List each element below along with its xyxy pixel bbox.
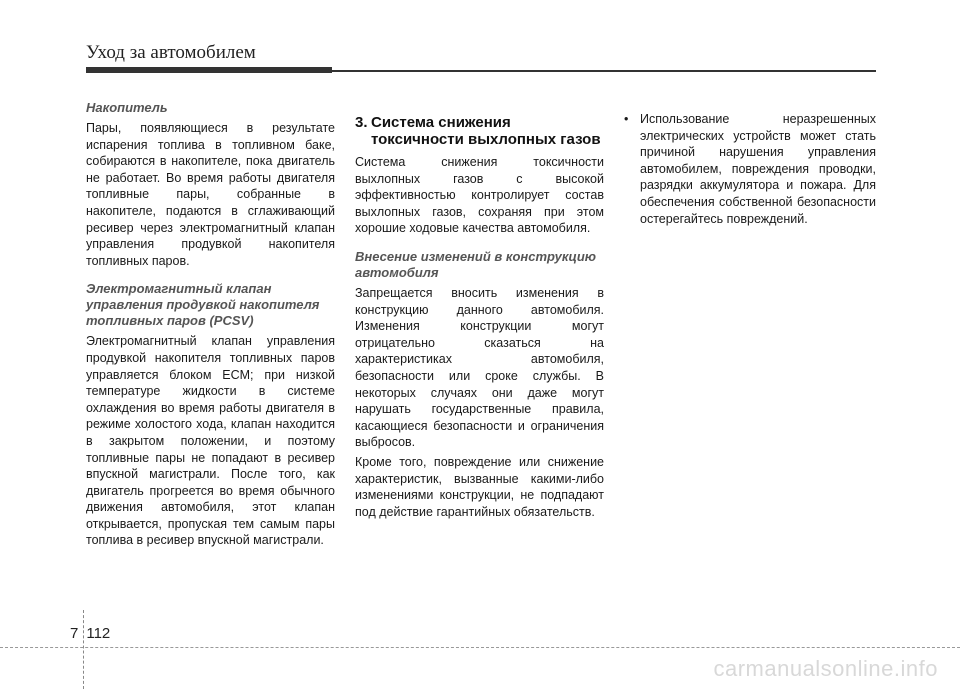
header-rule-thin	[332, 70, 876, 72]
page-header-title: Уход за автомобилем	[86, 42, 256, 63]
watermark: carmanualsonline.info	[713, 656, 938, 681]
footer-vertical-rule	[83, 610, 84, 689]
paragraph-warranty: Кроме того, повреждение или снижение характеристик, вызванные какими-либо изменениями конструкции, не подпадают под действие гарантийных обязательств.	[355, 454, 604, 519]
page-number	[70, 625, 110, 642]
section-title: Система снижения токсичности выхлопных газов	[371, 114, 601, 148]
section-number: 3.	[355, 114, 368, 131]
paragraph-emission: Система снижения токсичности выхлопных газов с высокой эффективностью контролирует состав выхлопных газов, сохраняя при этом хорошие ходовые качества автомобиля.	[355, 155, 604, 236]
column-right	[624, 100, 876, 227]
paragraph-pcsv: Электромагнитный клапан управления продувкой накопителя топливных паров управляется блоком ECM; при низкой температуре жидкости в системе охлаждения во время работы двигателя в режиме холостого хода, клапан находится в закрытом положении, и поэтому топливные пары не попадают в ресивер впускной магистрали. После того, как двигатель прогреется во время обычного движения автомобиля, этот клапан открывается, пропуская тем самым пары топлива в ресивер впускной магистрали.	[86, 334, 335, 548]
section-heading-emission	[355, 114, 604, 148]
column-left	[86, 100, 335, 549]
bullet-text: Использование неразрешенных электрических устройств может стать причиной нарушения управления автомобилем, повреждения проводки, разрядки аккумулятора и пожара. Для обеспечения собственной безопасности остерегайтесь повреждений.	[640, 112, 876, 226]
heading-canister: Накопитель	[86, 100, 168, 115]
bullet-item	[624, 111, 876, 227]
heading-modification: Внесение изменений в конструкцию автомобиля	[355, 248, 597, 280]
chapter-number: 7	[70, 625, 79, 642]
paragraph-canister: Пары, появляющиеся в результате испарения топлива в топливном баке, собираются в накопителе, пока двигатель не работает. Во время работы двигателя топливные пары, собранные в накопителе, подаются в сглаживающий ресивер через электромагнитный клапан управления продувкой накопителя топливных паров.	[86, 121, 335, 268]
heading-pcsv: Электромагнитный клапан управления продувкой накопителя топливных паров (PCSV)	[86, 281, 320, 329]
footer-horizontal-rule	[0, 647, 960, 648]
header-rule-thick	[86, 67, 332, 73]
page-number-value: 112	[86, 625, 111, 642]
column-middle	[355, 100, 604, 520]
bullet-icon: •	[624, 112, 629, 126]
paragraph-modification: Запрещается вносить изменения в конструкцию данного автомобиля. Изменения конструкции могут отрицательно сказаться на характеристиках автомобиля, безопасности или сроке службы. В некоторых случаях они даже могут нарушать государственные правила, касающиеся безопасности и ограничения выбросов.	[355, 285, 604, 450]
